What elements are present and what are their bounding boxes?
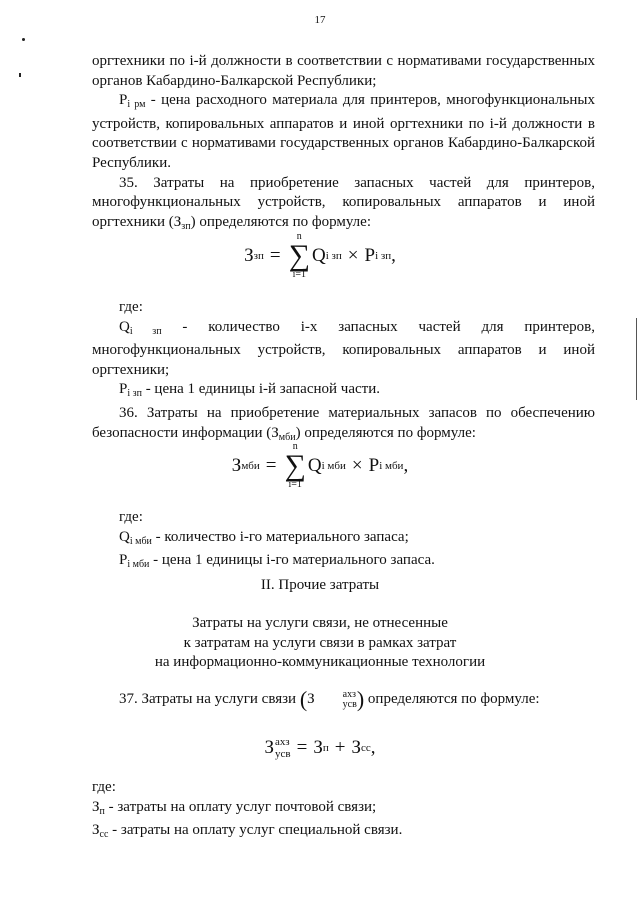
- subsection-line: к затратам на услуги связи в рамках затрат: [183, 634, 457, 651]
- definition-text: - затраты на оплату услуг почтовой связи;: [104, 798, 377, 815]
- plus-sign: +: [334, 737, 346, 758]
- subsection-title: [0, 614, 640, 673]
- formula-subscript: п: [322, 742, 329, 754]
- text-block-definitions-1: [92, 298, 595, 447]
- formula-punctuation: ,: [403, 455, 409, 476]
- where-label: где:: [119, 509, 143, 525]
- formula-subscript: i зп: [325, 250, 342, 262]
- subscript: зп: [181, 220, 191, 232]
- times-sign: ×: [351, 455, 363, 476]
- text-block-definitions-2: [92, 508, 595, 575]
- formula-subscript: i зп: [375, 250, 392, 262]
- text-block-definitions-3: [92, 778, 595, 845]
- formula-subscript: зп: [253, 250, 264, 262]
- sup-sub: [275, 736, 291, 760]
- subsection-line: на информационно-коммуникационные технологии: [154, 654, 486, 671]
- formula-punctuation: ,: [370, 737, 376, 758]
- page-number: 17: [314, 14, 326, 26]
- subscript: i мби: [127, 559, 150, 571]
- formula-symbol: З: [264, 737, 275, 758]
- symbol: P: [119, 552, 128, 569]
- sigma-symbol: ∑: [284, 449, 306, 482]
- superscript: ахз: [342, 688, 356, 700]
- sum-upper-limit: n: [292, 441, 298, 452]
- sup-sub: [316, 690, 357, 710]
- paragraph-text: ) определяются по формуле:: [295, 424, 476, 441]
- formula-symbol: З: [231, 455, 242, 476]
- subscript: усв: [275, 748, 291, 760]
- formula-symbol: P: [368, 455, 380, 476]
- paragraph-text: 36. Затраты на приобретение материальных запасов по обеспечению безопасности информации (З: [92, 404, 595, 441]
- symbol: Q: [119, 318, 130, 335]
- scan-edge-line: [636, 318, 637, 400]
- sum-lower-limit: i=1: [288, 479, 302, 490]
- sum-lower-limit: i=1: [292, 269, 307, 280]
- subscript: i рм: [127, 99, 146, 111]
- formula-communication: [0, 718, 640, 778]
- definition-postal: [92, 798, 595, 822]
- sum-upper-limit: n: [296, 231, 302, 242]
- scan-mark: [19, 73, 21, 77]
- symbol: P: [119, 381, 128, 398]
- section-title: II. Прочие затраты: [260, 577, 380, 593]
- where-label: где:: [119, 299, 143, 315]
- text-block-top: [92, 52, 595, 236]
- subscript: i зп: [127, 388, 142, 400]
- subscript: i зп: [129, 325, 162, 337]
- definition-text: - цена 1 единицы i-го материального запаса.: [149, 552, 435, 569]
- times-sign: ×: [347, 245, 359, 266]
- scan-mark: [22, 38, 25, 41]
- formula-symbol: Q: [312, 245, 326, 266]
- definition-price-spare-part: [92, 380, 595, 404]
- equals-sign: =: [265, 455, 277, 476]
- subscript: мби: [278, 431, 296, 443]
- subscript: усв: [342, 698, 357, 710]
- paragraph-text: ) определяются по формуле:: [190, 213, 371, 230]
- symbol: P: [119, 92, 128, 109]
- formula-symbol: P: [364, 245, 376, 266]
- definition-special: [92, 821, 595, 845]
- paragraph-text: 37. Затраты на услуги связи: [119, 691, 300, 707]
- symbol: З: [92, 798, 100, 815]
- formula-punctuation: ,: [391, 245, 396, 266]
- formula-symbol: З: [351, 737, 361, 758]
- sigma-symbol: ∑: [288, 239, 310, 272]
- paragraph-text: 35. Затраты на приобретение запасных частей для принтеров, многофункциональных устройств, копировальных аппаратов и иной оргтехники (З: [92, 174, 595, 230]
- paragraph-37: [92, 686, 595, 713]
- definition-text: - количество i-го материального запаса;: [151, 528, 409, 545]
- formula-info-security: [0, 436, 640, 496]
- equals-sign: =: [296, 737, 308, 758]
- formula-subscript: мби: [241, 460, 260, 472]
- definition-price-material: [92, 551, 595, 575]
- subscript: п: [99, 805, 105, 817]
- formula-symbol: З: [313, 737, 323, 758]
- parenthesis: (: [299, 686, 308, 712]
- subsection-line: Затраты на услуги связи, не отнесенные: [192, 615, 448, 631]
- paragraph-text: - цена расходного материала для принтеров, многофункциональных устройств, копировальных аппаратов и иной оргтехники по i-й должности в соответствии с нормативами государственных органов Кабардино-Балкарской Республики.: [92, 92, 595, 171]
- where-label: где:: [92, 779, 116, 795]
- definition-quantity-material: [92, 528, 595, 552]
- parenthesis: ): [356, 686, 365, 712]
- sum-operator: [285, 442, 306, 490]
- paragraph-37-text: [92, 686, 595, 713]
- formula-spare-parts: [0, 226, 640, 286]
- subscript: сс: [99, 829, 109, 841]
- symbol: З: [307, 691, 315, 707]
- equals-sign: =: [269, 245, 281, 266]
- definition-text: - затраты на оплату услуг специальной связи.: [108, 822, 403, 839]
- paragraph-text: определяются по формуле:: [364, 691, 540, 707]
- symbol: Q: [119, 528, 130, 545]
- sum-operator: [289, 232, 310, 280]
- formula-symbol: З: [244, 245, 254, 266]
- definition-quantity-spare-parts: [92, 318, 595, 381]
- formula-symbol: Q: [307, 455, 322, 476]
- paragraph-price-consumables: [92, 91, 595, 173]
- definition-text: - цена 1 единицы i-й запасной части.: [141, 381, 380, 398]
- symbol: З: [92, 822, 100, 839]
- subscript: i мби: [129, 535, 152, 547]
- formula-subscript: i мби: [321, 460, 346, 472]
- definition-text: - количество i-х запасных частей для принтеров, многофункциональных устройств, копировальных аппаратов и иной оргтехники;: [92, 318, 595, 378]
- paragraph: оргтехники по i-й должности в соответствии с нормативами государственных органов Кабардино-Балкарской Республики;: [92, 53, 595, 89]
- formula-subscript: сс: [360, 742, 371, 754]
- superscript: ахз: [275, 736, 290, 748]
- formula-subscript: i мби: [379, 460, 404, 472]
